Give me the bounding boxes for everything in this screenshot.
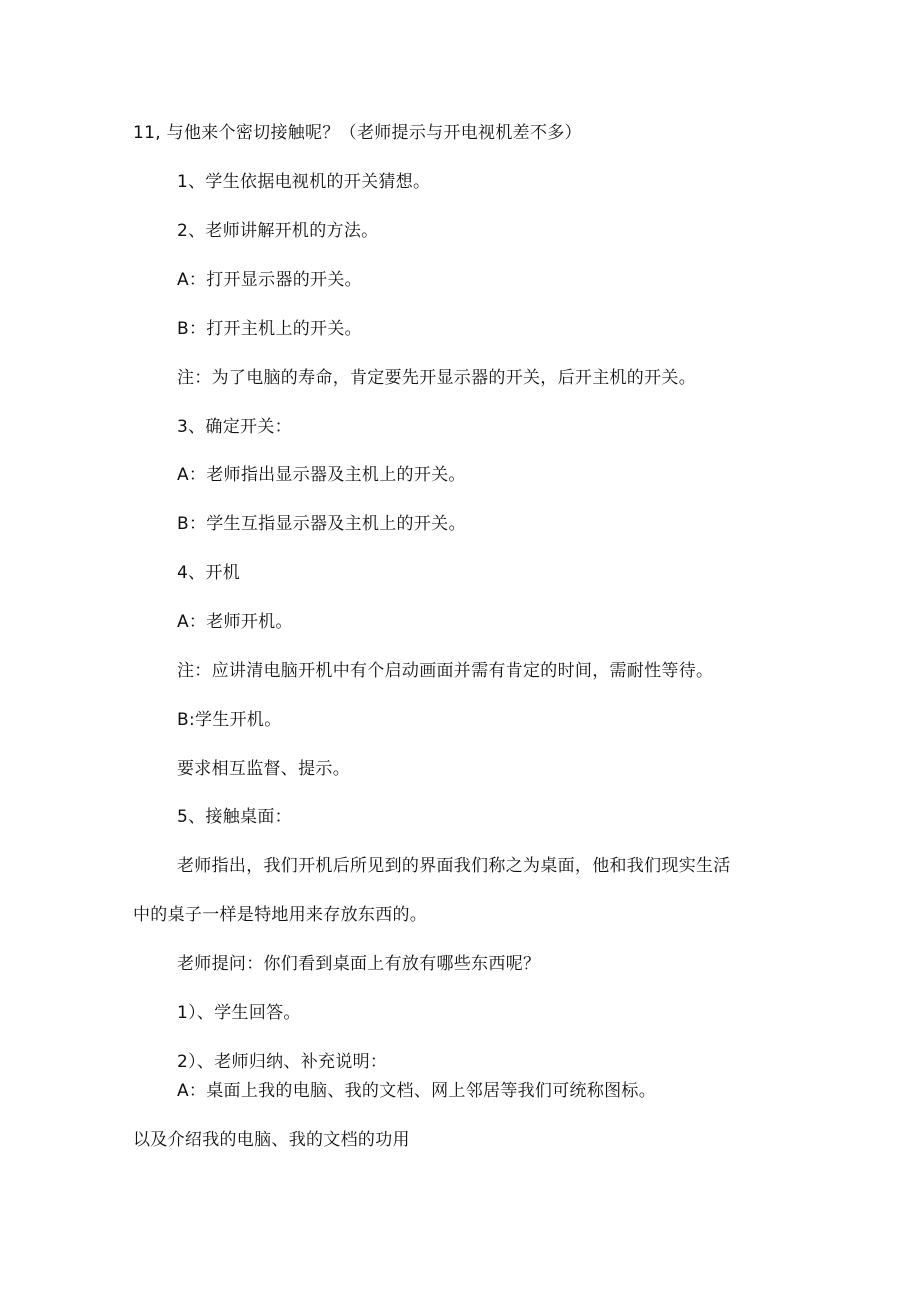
text-line: A：老师开机。 [177,612,293,632]
text-line: 注：应讲清电脑开机中有个启动画面并需有肯定的时间，需耐性等待。 [177,661,714,681]
text-line: 老师提问：你们看到桌面上有放有哪些东西呢？ [177,954,541,974]
text-line: B:学生开机。 [177,710,282,730]
text-line: 以及介绍我的电脑、我的文档的功用 [133,1130,410,1150]
text-line: 3、确定开关： [177,417,292,437]
text-line: A：桌面上我的电脑、我的文档、网上邻居等我们可统称图标。 [177,1081,657,1101]
text-line: A：打开显示器的开关。 [177,270,362,290]
text-line: 注：为了电脑的寿命，肯定要先开显示器的开关，后开主机的开关。 [177,368,696,388]
text-line: 要求相互监督、提示。 [177,759,350,779]
text-line: 2、老师讲解开机的方法。 [177,221,379,241]
text-line: 4、开机 [177,563,241,583]
text-line: 2）、老师归纳、补充说明： [177,1052,388,1072]
text-line: 老师指出，我们开机后所见到的界面我们称之为桌面，他和我们现实生活 [177,856,731,876]
text-line: 中的桌子一样是特地用来存放东西的。 [133,905,428,925]
text-line: 5、接触桌面： [177,807,292,827]
text-line: 11, 与他来个密切接触呢？（老师提示与开电视机差不多） [133,123,582,143]
text-line: B：学生互指显示器及主机上的开关。 [177,514,466,534]
text-line: B：打开主机上的开关。 [177,319,362,339]
text-line: A：老师指出显示器及主机上的开关。 [177,465,466,485]
text-line: 1）、学生回答。 [177,1003,301,1023]
text-line: 1、学生依据电视机的开关猜想。 [177,172,431,192]
